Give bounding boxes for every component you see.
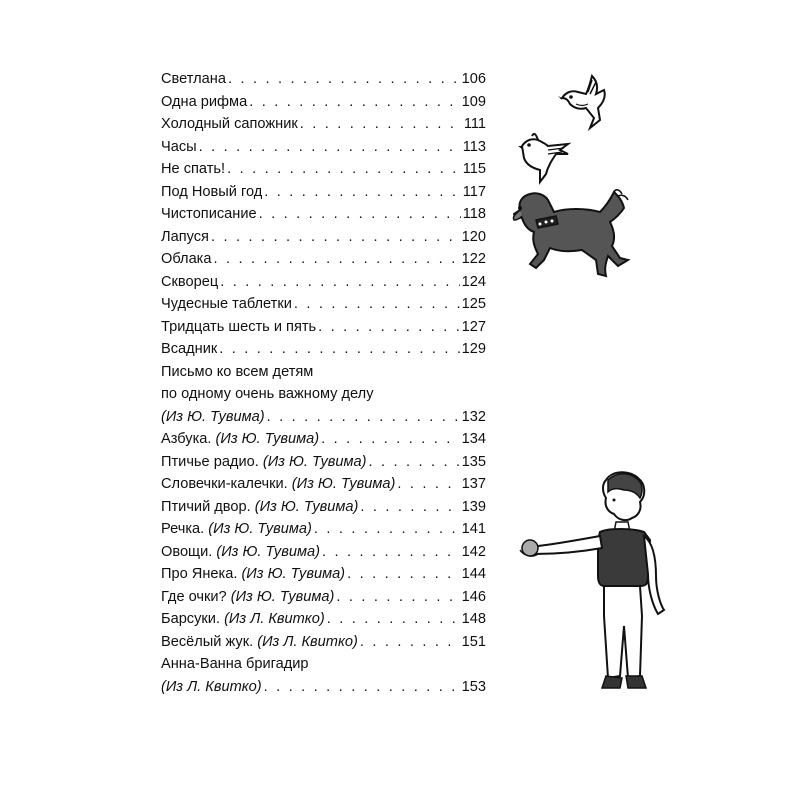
toc-entry [161, 181, 486, 204]
toc-leader-dots [314, 518, 460, 541]
toc-page-number: 141 [461, 521, 486, 537]
toc-leader-dots [336, 586, 459, 609]
toc-entry-title-text: Чудесные таблетки [161, 296, 292, 312]
toc-entry [161, 293, 486, 316]
toc-entry-title [161, 563, 345, 586]
toc-entry-title [161, 473, 395, 496]
toc-page-number: 129 [461, 341, 486, 357]
toc-page-number: 109 [461, 93, 486, 110]
toc-entry [161, 113, 486, 136]
toc-entry-title [161, 226, 209, 249]
toc-leader-dots [318, 316, 460, 339]
toc-entry [161, 226, 486, 249]
toc-entry-title-text: Про Янека. [161, 566, 242, 582]
toc-entry-title [161, 631, 358, 654]
toc-entry-title-text: Одна рифма [161, 93, 248, 110]
toc-entry [161, 158, 486, 181]
toc-entry-title-text: Где очки? [161, 588, 231, 605]
toc-entry-source: (Из Л. Квитко) [161, 678, 262, 695]
bird-icon [518, 130, 572, 186]
toc-entry-title-text: Всадник [161, 341, 218, 357]
toc-entry [161, 271, 486, 294]
toc-entry-source: (Из Ю. Тувима) [161, 408, 265, 425]
toc-page-number: 115 [462, 161, 486, 177]
toc-entry-source: (Из Л. Квитко) [257, 633, 358, 650]
toc-page-number: 144 [461, 566, 486, 582]
toc-entry [161, 428, 486, 451]
toc-leader-dots [228, 68, 460, 91]
toc-page-number: 139 [461, 498, 486, 515]
toc-entry-title-text: Чистописание [161, 206, 257, 222]
toc-entry-source: (Из Ю. Тувима) [291, 476, 396, 492]
toc-entry [161, 631, 486, 654]
toc-entry-source: (Из Ю. Тувима) [262, 453, 367, 470]
boy-icon [508, 466, 676, 694]
toc-page-number: 118 [462, 206, 486, 222]
toc-entry [161, 91, 486, 114]
toc-entry-title-text: Барсуки. [161, 611, 225, 627]
toc-entry [161, 136, 486, 159]
bird-icon [556, 74, 610, 132]
toc-entry-title [161, 248, 212, 271]
toc-entry-title [161, 586, 334, 609]
toc-page-number: 124 [461, 273, 486, 290]
toc-entry-title-text: Тридцать шесть и пять [161, 318, 317, 335]
toc-entry-title [161, 113, 298, 136]
toc-entry-source: (Из Ю. Тувима) [241, 566, 346, 582]
toc-entry-title [161, 271, 218, 294]
toc-entry-title-text: Весёлый жук. [161, 633, 258, 650]
toc-leader-dots [211, 226, 460, 249]
toc-entry-source: (Из Ю. Тувима) [216, 543, 320, 560]
toc-entry-title [161, 68, 226, 91]
toc-entry [161, 338, 486, 361]
toc-page-number: 113 [462, 138, 486, 155]
toc-entry-title-text: Азбука. [161, 431, 216, 447]
toc-leader-dots [360, 631, 460, 654]
toc-entry-title [161, 91, 247, 114]
toc-leader-dots [264, 676, 460, 699]
toc-entry [161, 586, 486, 609]
toc-entry-source: (Из Ю. Тувима) [254, 498, 359, 515]
toc-page-number: 137 [461, 476, 486, 492]
toc-entry-title-line: по одному очень важному делу [161, 386, 374, 402]
toc-entry-title-text: Облака [161, 251, 212, 267]
toc-page-number: 120 [461, 228, 486, 245]
toc-entry-title-text: Холодный сапожник [161, 116, 298, 132]
dog-icon [510, 186, 634, 282]
toc-leader-dots [267, 406, 460, 429]
toc-entry-title-text: Птичье радио. [161, 453, 263, 470]
toc-entry [161, 68, 486, 91]
toc-entry-title [161, 451, 366, 474]
toc-leader-dots [368, 451, 459, 474]
toc-entry-title [161, 518, 312, 541]
toc-entry [161, 541, 486, 564]
toc-page-number: 134 [461, 431, 486, 447]
toc-page-number: 125 [461, 296, 486, 312]
toc-leader-dots [220, 271, 459, 294]
toc-page-number: 153 [461, 678, 486, 695]
toc-entry-title-text: Словечки-калечки. [161, 476, 292, 492]
toc-entry-title [161, 608, 325, 631]
toc-leader-dots [259, 203, 461, 226]
toc-entry-title-text: Птичий двор. [161, 498, 255, 515]
toc-entry-title-text: Речка. [161, 521, 209, 537]
table-of-contents [161, 68, 486, 698]
toc-entry-title-line: Анна-Ванна бригадир [161, 656, 309, 672]
toc-leader-dots [214, 248, 460, 271]
toc-page-number: 142 [461, 543, 486, 560]
toc-entry [161, 676, 486, 699]
toc-entry-title [161, 338, 217, 361]
toc-entry [161, 248, 486, 271]
toc-page-number: 132 [461, 408, 486, 425]
toc-page-number: 151 [461, 633, 486, 650]
toc-entry-title-line: Письмо ко всем детям [161, 363, 314, 380]
toc-entry [161, 203, 486, 226]
toc-leader-dots [322, 541, 460, 564]
toc-entry [161, 473, 486, 496]
toc-leader-dots [264, 181, 460, 204]
toc-entry-title [161, 676, 262, 699]
toc-entry-title [161, 541, 320, 564]
toc-page-number: 135 [461, 453, 486, 470]
toc-entry-title [161, 158, 225, 181]
toc-leader-dots [300, 113, 462, 136]
toc-leader-dots [249, 91, 459, 114]
toc-entry [161, 406, 486, 429]
toc-leader-dots [347, 563, 460, 586]
toc-leader-dots [227, 158, 461, 181]
toc-entry-title-text: Не спать! [161, 161, 226, 177]
toc-entry [161, 563, 486, 586]
toc-page-number: 106 [461, 71, 486, 87]
toc-entry-source: (Из Л. Квитко) [224, 611, 325, 627]
toc-entry [161, 608, 486, 631]
toc-leader-dots [397, 473, 459, 496]
toc-leader-dots [199, 136, 461, 159]
toc-entry-source: (Из Ю. Тувима) [208, 521, 312, 537]
toc-page-number: 127 [461, 318, 486, 335]
toc-page-number: 122 [461, 251, 486, 267]
toc-entry [161, 518, 486, 541]
toc-entry-title-text: Под Новый год [161, 183, 263, 200]
toc-leader-dots [360, 496, 459, 519]
toc-entry-title [161, 293, 292, 316]
toc-entry [161, 451, 486, 474]
toc-entry-source: (Из Ю. Тувима) [215, 431, 320, 447]
toc-entry-title-text: Лапуся [161, 228, 209, 245]
toc-entry-title [161, 496, 358, 519]
toc-entry-title-text: Овощи. [161, 543, 217, 560]
toc-leader-dots [219, 338, 459, 361]
toc-entry-title [161, 136, 197, 159]
toc-leader-dots [294, 293, 460, 316]
toc-page-number: 117 [462, 183, 486, 200]
toc-leader-dots [327, 608, 460, 631]
toc-page-number: 148 [461, 611, 486, 627]
toc-entry-title [161, 428, 319, 451]
toc-entry-source: (Из Ю. Тувима) [230, 588, 335, 605]
toc-entry [161, 496, 486, 519]
toc-page-number: 146 [461, 588, 486, 605]
toc-entry-title-text: Часы [161, 138, 197, 155]
toc-page-number: 111 [463, 116, 486, 132]
toc-entry-title [161, 181, 262, 204]
toc-entry-title-text: Скворец [161, 273, 219, 290]
toc-entry-title [161, 406, 265, 429]
toc-entry [161, 316, 486, 339]
toc-entry-title-text: Светлана [161, 71, 226, 87]
toc-entry-title [161, 316, 316, 339]
toc-entry-title [161, 203, 257, 226]
toc-leader-dots [321, 428, 459, 451]
